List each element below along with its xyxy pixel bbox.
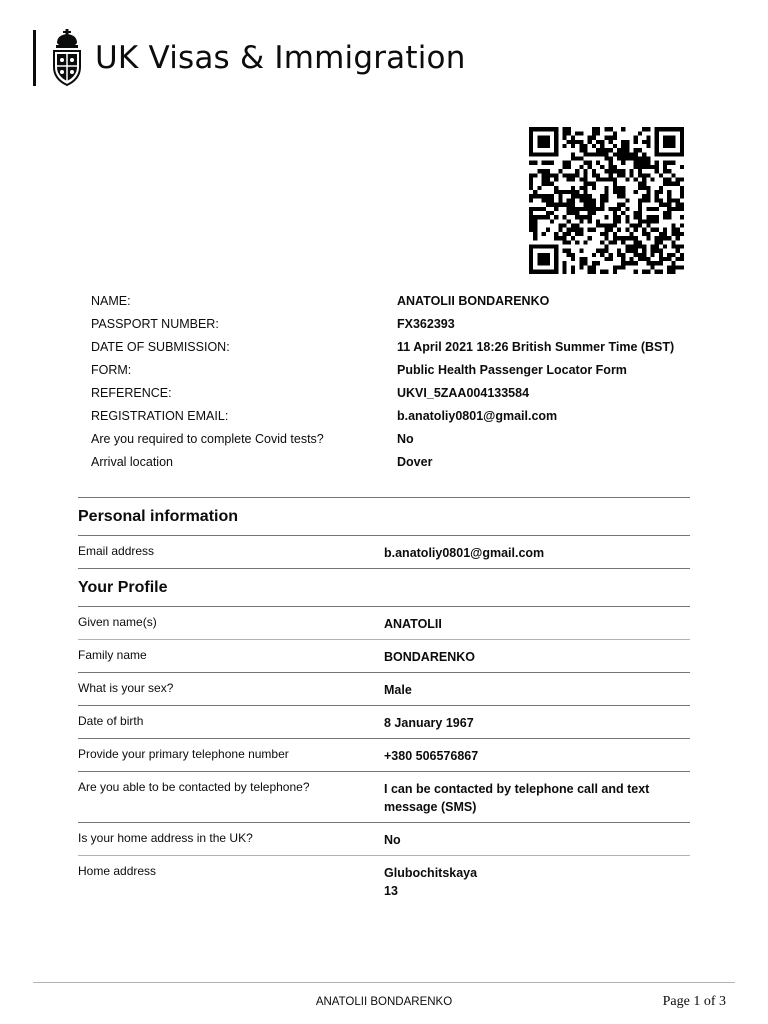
answer-row-family-name [78,640,690,673]
answer-row-home-address-uk [78,823,690,856]
summary-value: No [397,431,414,446]
answer-label: Family name [78,648,147,662]
logo-rule [33,30,36,86]
qr-code [529,127,684,274]
section-heading-personal: Personal information [78,498,690,536]
ukvi-logo [33,30,466,86]
answer-label: Is your home address in the UK? [78,831,253,845]
summary-row-reference [91,381,711,404]
answer-label: Date of birth [78,714,144,728]
summary-label: REGISTRATION EMAIL: [91,408,229,423]
summary-row-arrival-location [91,450,711,473]
answer-row-telephone [78,739,690,772]
summary-row-passport [91,312,711,335]
answer-value: b.anatoliy0801@gmail.com [384,546,545,560]
summary-value: Public Health Passenger Locator Form [397,362,627,377]
answer-label: Email address [78,544,155,558]
answer-value: 8 January 1967 [384,716,474,730]
address-line: 13 [384,884,398,898]
answer-value [384,863,684,900]
answer-value: ANATOLII [384,617,442,631]
answer-label: Given name(s) [78,615,157,629]
address-line: Glubochitskaya [384,866,478,880]
answer-value: BONDARENKO [384,650,475,664]
answer-value: I can be contacted by telephone call and text message (SMS) [384,782,650,814]
summary-value: ANATOLII BONDARENKO [397,293,550,308]
answer-value: +380 506576867 [384,749,479,763]
summary-list [91,289,711,473]
summary-value: 11 April 2021 18:26 British Summer Time (BST) [397,339,675,354]
summary-value: UKVI_5ZAA004133584 [397,385,530,400]
summary-label: REFERENCE: [91,385,172,400]
summary-label: Are you required to complete Covid tests? [91,431,324,446]
answer-value: Male [384,683,412,697]
summary-row-name [91,289,711,312]
summary-label: NAME: [91,293,131,308]
answer-label: Provide your primary telephone number [78,747,289,761]
section-heading-profile: Your Profile [78,569,690,607]
answer-label: Home address [78,864,157,878]
page-title: UK Visas & Immigration [95,40,466,76]
page-number: Page 1 of 3 [662,994,726,1009]
footer-divider [33,982,735,983]
answer-row-date-of-birth [78,706,690,739]
answer-label: What is your sex? [78,681,174,695]
answer-label: Are you able to be contacted by telephone? [78,780,310,794]
summary-row-covid-tests [91,427,711,450]
answer-value: No [384,833,401,847]
royal-crest-icon [49,29,85,87]
summary-label: PASSPORT NUMBER: [91,316,219,331]
answer-row-home-address [78,856,690,906]
answer-row-given-names [78,607,690,640]
summary-label: Arrival location [91,454,173,469]
summary-value: Dover [397,454,433,469]
summary-row-registration-email [91,404,711,427]
summary-value: FX362393 [397,316,455,331]
summary-row-submission-date [91,335,711,358]
answers-section [78,497,690,906]
answer-row-sex [78,673,690,706]
summary-label: DATE OF SUBMISSION: [91,339,230,354]
summary-value: b.anatoliy0801@gmail.com [397,408,558,423]
answer-row-contact-by-telephone [78,772,690,823]
footer-applicant-name: ANATOLII BONDARENKO [315,996,453,1008]
summary-label: FORM: [91,362,132,377]
summary-row-form [91,358,711,381]
answer-row-email [78,536,690,569]
